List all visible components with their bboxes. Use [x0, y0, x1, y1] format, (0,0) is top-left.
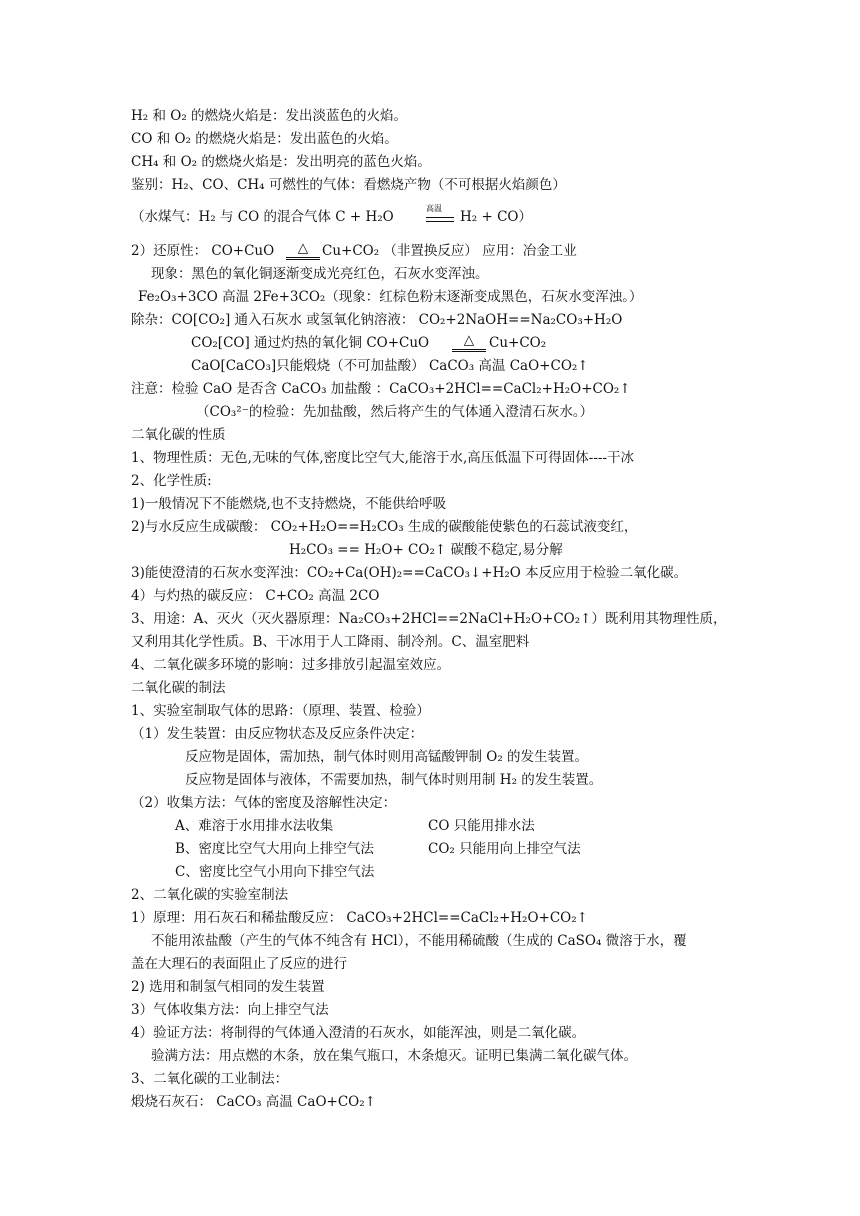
text-line: （CO₃²⁻的检验：先加盐酸，然后将产生的气体通入澄清石灰水。） [196, 404, 594, 420]
text-line: （2）收集方法：气体的密度及溶解性决定： [131, 795, 397, 811]
text-line: 又利用其化学性质。B、干冰用于人工降雨、制冷剂。C、温室肥料 [131, 634, 530, 650]
text-line: 反应物是固体，需加热，制气体时则用高锰酸钾制 O₂ 的发生装置。 [185, 749, 589, 765]
text-line: CO₂[CO] 通过灼热的氧化铜 CO+CuO [191, 335, 430, 351]
section-heading: 二氧化碳的性质 [131, 427, 226, 443]
text-line: Cu+CO₂ [489, 335, 547, 351]
text-line: 4）验证方法：将制得的气体通入澄清的石灰水，如能浑浊，则是二氧化碳。 [131, 1025, 586, 1041]
text-line: C、密度比空气小用向下排空气法 [175, 864, 375, 880]
text-line: H₂ + CO） [460, 209, 532, 225]
text-line: 1、实验室制取气体的思路：（原理、装置、检验） [131, 703, 430, 719]
text-line: CO 只能用排水法 [428, 818, 535, 834]
text-line: （水煤气：H₂ 与 CO 的混合气体 C + H₂O [131, 209, 394, 225]
text-line: CO₂ 只能用向上排空气法 [428, 841, 581, 857]
text-line: 现象：黑色的氧化铜逐渐变成光亮红色，石灰水变浑浊。 [151, 266, 489, 282]
text-line: 1)一般情况下不能燃烧,也不支持燃烧，不能供给呼吸 [131, 496, 447, 512]
section-heading: 二氧化碳的制法 [131, 680, 226, 696]
text-line: 2）还原性： CO+CuO [131, 243, 275, 259]
text-line: 3、用途：A、灭火（灭火器原理：Na₂CO₃+2HCl==2NaCl+H₂O+CO₂↑）既利用其物理性质， [131, 611, 727, 627]
text-line: CO 和 O₂ 的燃烧火焰是：发出蓝色的火焰。 [131, 131, 398, 147]
text-line: 4）与灼热的碳反应： C+CO₂ 高温 2CO [131, 588, 380, 604]
text-line: 反应物是固体与液体，不需要加热，制气体时则用制 H₂ 的发生装置。 [185, 772, 603, 788]
text-line: 盖在大理石的表面阻止了反应的进行 [131, 956, 347, 972]
text-line: 1）原理：用石灰石和稀盐酸反应： CaCO₃+2HCl==CaCl₂+H₂O+CO₂↑ [131, 910, 588, 926]
text-line: 4、二氧化碳多环境的影响：过多排放引起温室效应。 [131, 657, 451, 673]
equals-bar [426, 217, 454, 222]
text-line: H₂ 和 O₂ 的燃烧火焰是：发出淡蓝色的火焰。 [131, 108, 408, 124]
text-line: A、难溶于水用排水法收集 [175, 818, 334, 834]
condition-label: 高温 [426, 204, 442, 213]
text-line: 3、二氧化碳的工业制法： [131, 1071, 289, 1087]
text-line: Fe₂O₃+3CO 高温 2Fe+3CO₂（现象：红棕色粉末逐渐变成黑色，石灰水变浑浊。） [138, 289, 643, 305]
text-line: 3）气体收集方法：向上排空气法 [131, 1002, 329, 1018]
text-line: 1、物理性质：无色,无味的气体,密度比空气大,能溶于水,高压低温下可得固体----干冰 [131, 450, 634, 466]
text-line: 2) 选用和制氢气相同的发生装置 [131, 979, 325, 995]
text-line: 煅烧石灰石： CaCO₃ 高温 CaO+CO₂↑ [131, 1094, 376, 1110]
text-line: 验满方法：用点燃的木条，放在集气瓶口，木条熄灭。证明已集满二氧化碳气体。 [151, 1048, 637, 1064]
text-line: 2、二氧化碳的实验室制法 [131, 887, 289, 903]
text-line: Cu+CO₂ （非置换反应） 应用：冶金工业 [322, 243, 577, 259]
text-line: （1）发生装置：由反应物状态及反应条件决定： [131, 726, 424, 742]
condition-label: △ [452, 334, 486, 352]
text-line: 鉴别：H₂、CO、CH₄ 可燃性的气体：看燃烧产物（不可根据火焰颜色） [131, 177, 566, 193]
condition-label: △ [286, 242, 320, 260]
text-line: CH₄ 和 O₂ 的燃烧火焰是：发出明亮的蓝色火焰。 [131, 154, 431, 170]
text-line: 3)能使澄清的石灰水变浑浊：CO₂+Ca(OH)₂==CaCO₃↓+H₂O 本反应用于检验二氧化碳。 [131, 565, 688, 581]
text-line: 2、化学性质: [131, 473, 212, 489]
text-line: H₂CO₃ == H₂O+ CO₂↑ 碳酸不稳定,易分解 [289, 542, 563, 558]
text-line: 不能用浓盐酸（产生的气体不纯含有 HCl），不能用稀硫酸（生成的 CaSO₄ 微溶于水，覆 [151, 933, 687, 949]
text-line: 2)与水反应生成碳酸： CO₂+H₂O==H₂CO₃ 生成的碳酸能使紫色的石蕊试液变红， [131, 519, 638, 535]
text-line: 除杂：CO[CO₂] 通入石灰水 或氢氧化钠溶液： CO₂+2NaOH==Na₂CO₃+H₂O [131, 312, 623, 328]
text-line: CaO[CaCO₃]只能煅烧（不可加盐酸） CaCO₃ 高温 CaO+CO₂↑ [191, 358, 589, 374]
text-line: B、密度比空气大用向上排空气法 [175, 841, 374, 857]
text-line: 注意：检验 CaO 是否含 CaCO₃ 加盐酸 ：CaCO₃+2HCl==CaCl₂+H₂O+CO₂↑ [131, 381, 631, 397]
